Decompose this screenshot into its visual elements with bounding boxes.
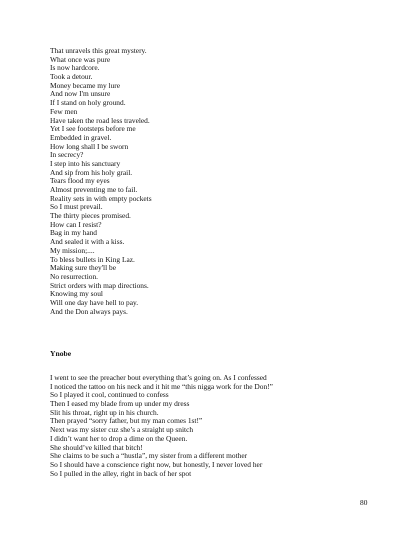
poem-block (50, 47, 390, 316)
poem-line: Have taken the road less traveled. (50, 115, 150, 125)
prose-line: I noticed the tattoo on his neck and it hit me “this nigga work for the Don!” (50, 381, 273, 391)
poem-line: How long shall I be sworn (50, 141, 129, 151)
poem-line: Almost preventing me to fail. (50, 185, 138, 194)
poem-line: And sealed it with a kiss. (50, 237, 125, 247)
poem-line: That unravels this great mystery. (50, 46, 147, 55)
poem-line: Money became my lure (50, 80, 120, 90)
poem-line: No resurrection. (50, 271, 99, 281)
poem-line: If I stand on holy ground. (50, 98, 126, 108)
poem-line: Is now hardcore. (50, 63, 100, 73)
poem-line: So I must prevail. (50, 202, 103, 212)
poem-line: Strict orders with map directions. (50, 280, 149, 290)
section-heading: Ynobe (50, 349, 72, 358)
poem-line: And the Don always pays. (50, 306, 128, 316)
poem-line: Few men (50, 106, 78, 116)
poem-line: Embedded in gravel. (50, 132, 112, 142)
poem-line: Bag in my hand (50, 228, 98, 238)
poem-line: To bless bullets in King Laz. (50, 254, 135, 264)
poem-line: Knowing my soul (50, 289, 103, 299)
poem-line: And sip from his holy grail. (50, 167, 133, 177)
poem-line: In secrecy? (50, 150, 84, 160)
prose-line: Then prayed “sorry father, but my man comes 1st!” (50, 416, 203, 426)
poem-line: Tears flood my eyes (50, 176, 110, 186)
poem-line: How can I resist? (50, 219, 102, 229)
prose-block (50, 374, 390, 478)
poem-line: Will one day have hell to pay. (50, 297, 139, 307)
prose-line: Slit his throat, right up in his church. (50, 407, 159, 417)
poem-line: Took a detour. (50, 72, 93, 82)
poem-line: I step into his sanctuary (50, 158, 121, 168)
poem-line: What once was pure (50, 54, 111, 64)
prose-line: So I played it cool, continued to confess (50, 390, 169, 400)
poem-line: My mission;.... (50, 245, 95, 255)
poem-line: Yet I see footsteps before me (50, 124, 136, 134)
prose-line: She should’ve killed that bitch! (50, 442, 143, 452)
prose-line: She claims to be such a “hustla”, my sister from a different mother (50, 451, 248, 461)
page-number: 80 (360, 498, 368, 507)
prose-line: I didn’t want her to drop a dime on the Queen. (50, 433, 188, 443)
prose-line: So I pulled in the alley, right in back of her spot (50, 468, 192, 478)
poem-line: Making sure they'll be (50, 263, 116, 273)
prose-line: I went to see the preacher bout everything that’s going on. As I confessed (50, 373, 267, 382)
poem-line: And now I'm unsure (50, 89, 111, 99)
poem-line: Reality sets in with empty pockets (50, 193, 152, 203)
prose-line: So I should have a conscience right now, but honestly, I never loved her (50, 459, 263, 469)
prose-line: Then I eased my blade from up under my dress (50, 399, 190, 409)
poem-line: The thirty pieces promised. (50, 211, 131, 221)
prose-line: Next was my sister cuz she’s a straight up snitch (50, 425, 194, 435)
